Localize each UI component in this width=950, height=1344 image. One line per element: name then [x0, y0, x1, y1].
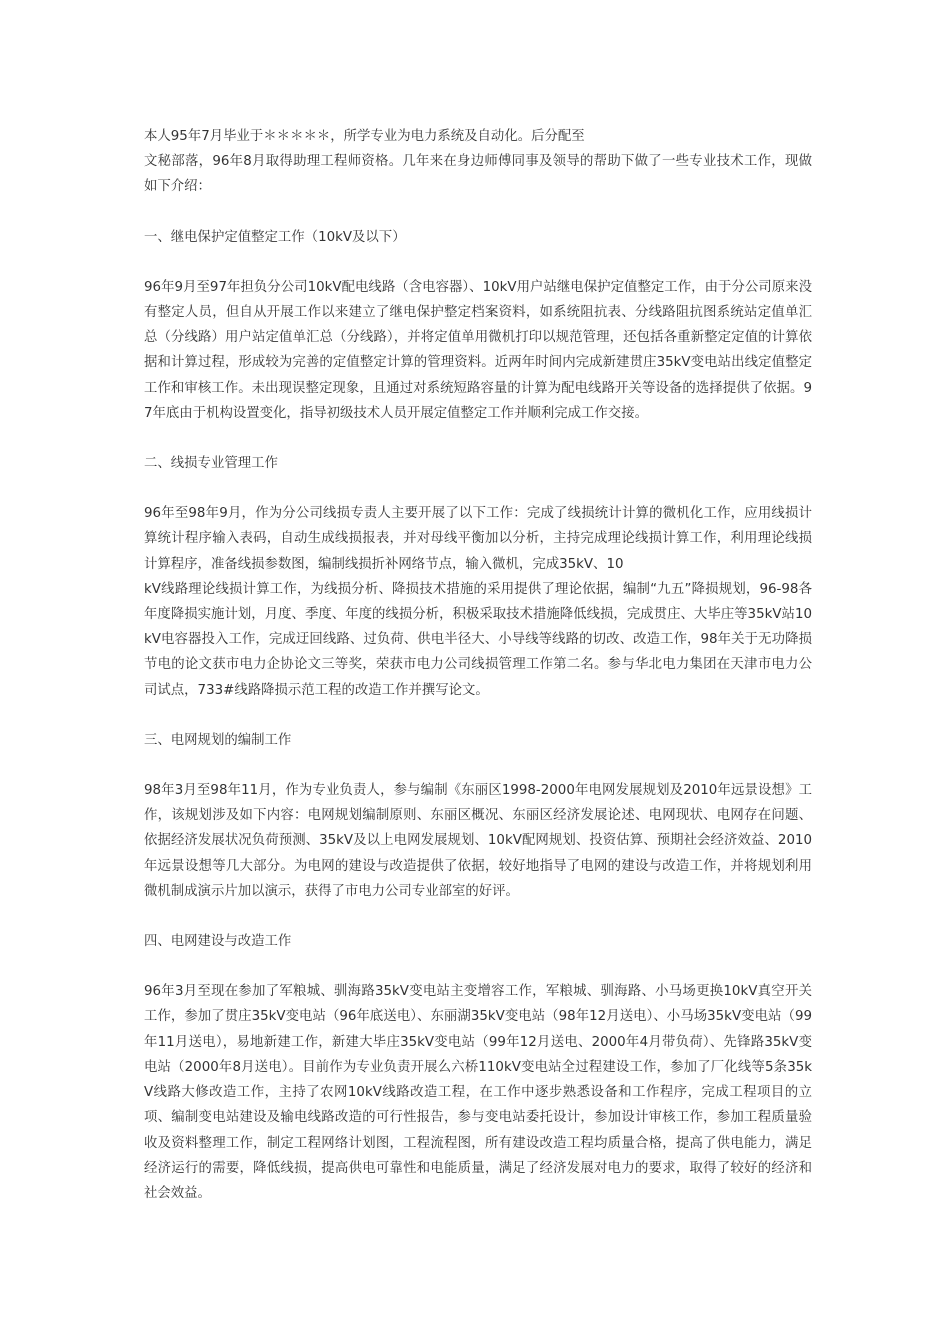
intro-line-2: 文秘部落，96年8月取得助理工程师资格。几年来在身边师傅同事及领导的帮助下做了一些专业技术工作，现做如下介绍：	[144, 154, 812, 195]
section-1-body: 96年9月至97年担负分公司10kV配电线路（含电容器）、10kV用户站继电保护定值整定工作，由于分公司原来没有整定人员，但自从开展工作以来建立了继电保护整定档案资料，如系统阻抗表、分线路阻抗图系统站定值单汇总（分线路）用户站定值单汇总（分线路），并将定值单用微机打印以规范管理，还包括各重新整定定值的计算依据和计算过程，形成较为完善的定值整定计算的管理资料。近两年时间内完成新建贯庄35kV变电站出线定值整定工作和审核工作。未出现误整定现象，且通过对系统短路容量的计算为配电线路开关等设备的选择提供了依据。97年底由于机构设置变化，指导初级技术人员开展定值整定工作并顺利完成工作交接。	[144, 279, 812, 421]
section-4-heading: 四、电网建设与改造工作	[144, 934, 292, 950]
section-4-body: 96年3月至现在参加了军粮城、驯海路35kV变电站主变增容工作，军粮城、驯海路、小马场更换10kV真空开关工作，参加了贯庄35kV变电站（96年底送电）、东丽湖35kV变电站（98年12月送电）、小马场35kV变电站（99年11月送电），易地新建工作，新建大毕庄35kV变电站（99年12月送电、2000年4月带负荷）、先锋路35kV变电站（2000年8月送电）。目前作为专业负责开展么六桥110kV变电站全过程建设工作，参加了厂化线等5条35kV线路大修改造工作，主持了农网10kV线路改造工程，在工作中逐步熟悉设备和工作程序，完成工程项目的立项、编制变电站建设及输电线路改造的可行性报告，参与变电站委托设计，参加设计审核工作，参加工程质量验收及资料整理工作，制定工程网络计划图，工程流程图，所有建设改造工程均质量合格，提高了供电能力，满足经济运行的需要，降低线损，提高供电可靠性和电能质量，满足了经济发展对电力的要求，取得了较好的经济和社会效益。	[144, 984, 812, 1201]
section-1-heading: 一、继电保护定值整定工作（10kV及以下）	[144, 229, 406, 245]
section-3-body: 98年3月至98年11月，作为专业负责人，参与编制《东丽区1998-2000年电网发展规划及2010年远景设想》工作，该规划涉及如下内容：电网规划编制原则、东丽区概况、东丽区经济发展论述、电网现状、电网存在问题、依据经济发展状况负荷预测、35kV及以上电网发展规划、10kV配网规划、投资估算、预期社会经济效益、2010年远景设想等几大部分。为电网的建设与改造提供了依据，较好地指导了电网的建设与改造工作，并将规划利用微机制成演示片加以演示，获得了市电力公司专业部室的好评。	[144, 783, 812, 899]
section-2-body-part-1: 96年至98年9月，作为分公司线损专责人主要开展了以下工作：完成了线损统计计算的微机化工作，应用线损计算统计程序输入表码，自动生成线损报表，并对母线平衡加以分析，主持完成理论线损计算工作，利用理论线损计算程序，准备线损参数图，编制线损折补网络节点，输入微机，完成35kV、10	[144, 506, 812, 572]
intro-line-1: 本人95年7月毕业于＊＊＊＊＊，所学专业为电力系统及自动化。后分配至	[144, 129, 585, 144]
section-2-heading: 二、线损专业管理工作	[144, 456, 278, 472]
section-2-body-part-2: kV线路理论线损计算工作，为线损分析、降损技术措施的采用提供了理论依据，编制“九五”降损规划，96-98各年度降损实施计划，月度、季度、年度的线损分析，积极采取技术措施降低线损，完成贯庄、大毕庄等35kV站10kV电容器投入工作，完成迂回线路、过负荷、供电半径大、小导线等线路的切改、改造工作，98年关于无功降损节电的论文获市电力企协论文三等奖，荣获市电力公司线损管理工作第二名。参与华北电力集团在天津市电力公司试点，733#线路降损示范工程的改造工作并撰写论文。	[144, 581, 812, 698]
section-2-body	[144, 501, 812, 703]
document-page	[144, 124, 812, 1206]
intro-paragraph	[144, 124, 812, 200]
section-3-heading: 三、电网规划的编制工作	[144, 732, 292, 748]
